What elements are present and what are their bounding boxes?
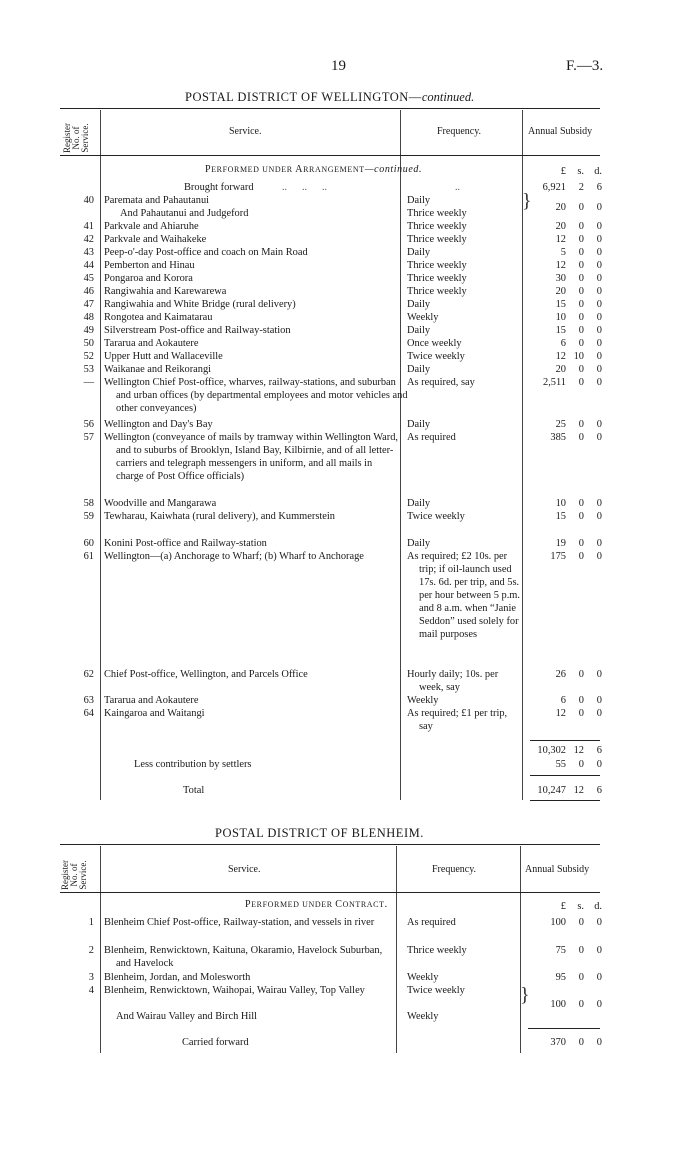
- brace: }: [520, 984, 530, 1006]
- header-top-rule: [60, 844, 600, 845]
- subsidy-heading: Annual Subsidy: [525, 864, 590, 875]
- brace: }: [522, 190, 532, 212]
- column-rule: [400, 156, 401, 800]
- header-top-rule: [60, 108, 600, 109]
- page-reference: F.—3.: [566, 58, 604, 74]
- carried-rule: [528, 1028, 600, 1029]
- subsidy-heading: Annual Subsidy: [528, 126, 593, 137]
- column-rule: [522, 156, 523, 800]
- frequency-heading: Frequency.: [437, 126, 482, 137]
- subtotal-rule: [530, 740, 600, 741]
- section-title-continued: continued.: [421, 90, 475, 104]
- column-rule: [520, 893, 521, 1053]
- header-bottom-rule: [60, 155, 600, 156]
- header-divider: [520, 846, 521, 892]
- section-title-blenheim: POSTAL DISTRICT OF BLENHEIM.: [215, 826, 424, 840]
- total-underline: [530, 800, 600, 801]
- header-divider: [396, 846, 397, 892]
- section-title-wellington: [185, 90, 474, 105]
- service-heading: Service.: [228, 864, 261, 875]
- total-rule: [530, 775, 600, 776]
- subheading-arrangement: PERFORMED UNDER ARRANGEMENT—continued.: [205, 164, 423, 175]
- register-heading: Register No. of Service.: [60, 860, 88, 890]
- frequency-heading: Frequency.: [432, 864, 477, 875]
- header-bottom-rule: [60, 892, 600, 893]
- header-divider: [400, 110, 401, 155]
- header-divider: [100, 846, 101, 892]
- page-number: 19: [331, 58, 346, 74]
- column-rule: [100, 156, 101, 800]
- column-rule: [100, 893, 101, 1053]
- section-title-main: POSTAL DISTRICT OF WELLINGTON—: [185, 90, 422, 104]
- service-heading: Service.: [229, 126, 262, 137]
- header-divider: [100, 110, 101, 155]
- register-heading: Register No. of Service.: [62, 123, 90, 153]
- subheading-contract: PERFORMED UNDER CONTRACT.: [245, 899, 388, 910]
- header-divider: [522, 110, 523, 155]
